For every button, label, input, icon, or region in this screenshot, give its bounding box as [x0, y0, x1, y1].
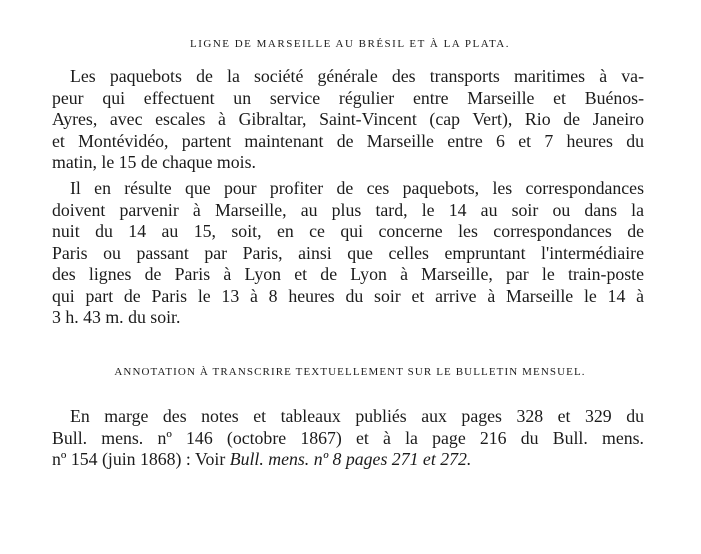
text-line: Ayres, avec escales à Gibraltar, Saint-Vincent (cap Vert), Rio de Janeiro [52, 109, 644, 129]
text-line: et Montévidéo, partent maintenant de Marseille entre 6 et 7 heures du [52, 130, 644, 151]
paragraph-annotation [52, 406, 644, 471]
text-line-with-reference [52, 449, 644, 471]
text-segment: nº 154 (juin 1868) : Voir [52, 449, 230, 469]
text-line: Il en résulte que pour profiter de ces paquebots, les correspondances [70, 178, 644, 198]
text-line: nuit du 14 au 15, soit, en ce qui concerne les correspondances de [52, 221, 644, 241]
text-line: Bull. mens. nº 146 (octobre 1867) et à la page 216 du Bull. mens. [52, 427, 644, 448]
text-line: Paris ou passant par Paris, ainsi que celles empruntant l'intermédiaire [52, 242, 644, 263]
text-line: qui part de Paris le 13 à 8 heures du soir et arrive à Marseille le 14 à [52, 285, 644, 306]
section-heading-marseille-bresil: LIGNE DE MARSEILLE AU BRÉSIL ET À LA PLATA. [190, 38, 510, 50]
section-heading-annotation: ANNOTATION À TRANSCRIRE TEXTUELLEMENT SUR LE BULLETIN MENSUEL. [114, 366, 586, 378]
italic-reference: Bull. mens. nº 8 pages 271 et 272. [229, 449, 472, 469]
text-line: matin, le 15 de chaque mois. [52, 152, 256, 172]
paragraph-correspondances [52, 178, 644, 329]
text-line: doivent parvenir à Marseille, au plus tard, le 14 au soir ou dans la [52, 199, 644, 220]
text-line: En marge des notes et tableaux publiés aux pages 328 et 329 du [70, 406, 644, 426]
text-line: peur qui effectuent un service régulier entre Marseille et Buénos- [52, 87, 644, 108]
text-line: Les paquebots de la société générale des transports maritimes à va- [70, 66, 644, 86]
text-line: 3 h. 43 m. du soir. [52, 307, 181, 327]
text-line: des lignes de Paris à Lyon et de Lyon à Marseille, par le train-poste [52, 264, 644, 284]
paragraph-paquebots [52, 66, 644, 174]
